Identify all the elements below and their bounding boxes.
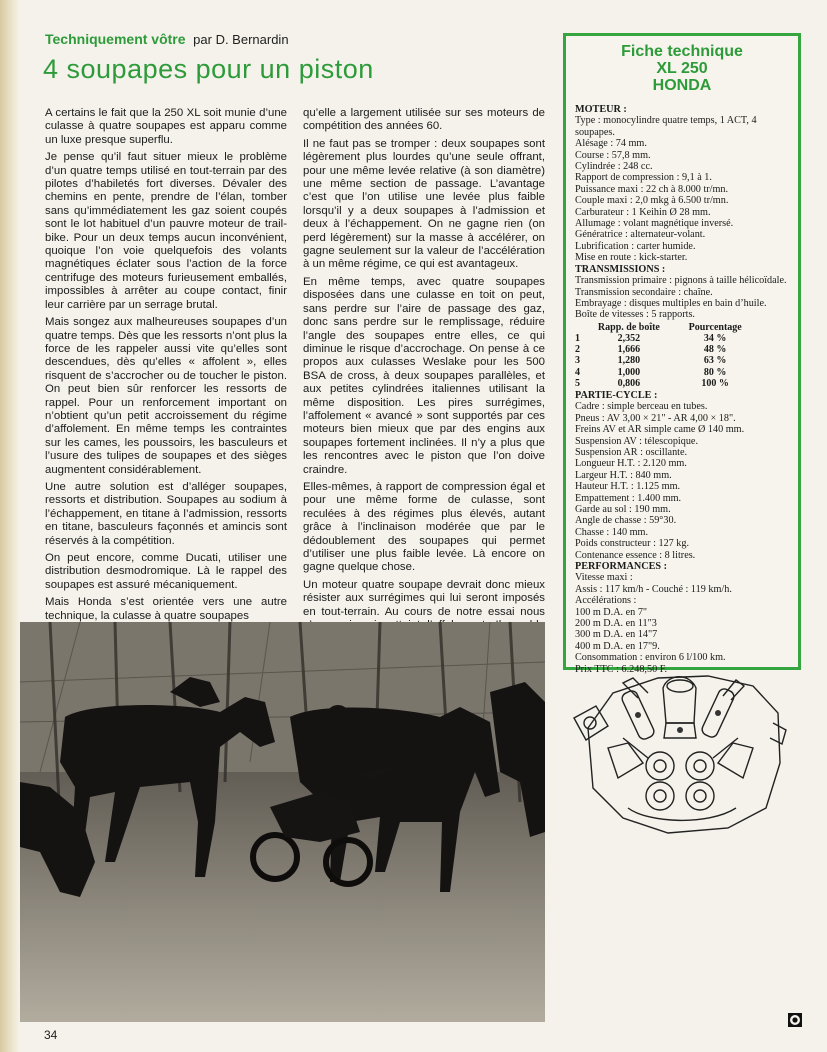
spec-line: Freins AV et AR simple came Ø 140 mm. <box>575 424 745 436</box>
article-header <box>45 31 289 47</box>
horses-and-motorcycle-photo <box>20 622 545 1022</box>
spec-line: Contenance essence : 8 litres. <box>575 549 696 561</box>
gearbox-cell: 2,352 <box>617 332 641 344</box>
spec-line: Vitesse maxi : <box>575 572 633 584</box>
end-of-article-icon <box>788 1013 802 1032</box>
gearbox-cell: 5 <box>575 377 580 389</box>
spec-line: Pneus : AV 3,00 × 21" - AR 4,00 × 18". <box>575 412 736 424</box>
gearbox-cell: 34 % <box>703 332 727 344</box>
gearbox-table <box>575 322 755 389</box>
spec-sheet-box <box>563 33 801 675</box>
page-binding-edge <box>0 0 20 1052</box>
spec-lines-bottom <box>575 390 790 675</box>
paragraph: qu’elle a largement utilisée sur ses moteurs de compétition des années 60. <box>303 107 545 133</box>
spec-line: Garde au sol : 190 mm. <box>575 504 671 515</box>
spec-line: Prix TTC : 6.248,50 F. <box>575 663 668 675</box>
paragraph: En même temps, avec quatre soupapes disposées dans une culasse en toit on peut, sans perdre sur l’aire de passage des gaz, donc sans perdre sur le remplissage, réduire l’angle des soupapes entre elles, ce qui diminue le risque d’accrochage. On pense à ce propos aux culasses Weslake pour les 500 BSA de cross, à deux soupapes parallèles, et aux petites cylindrées italiennes utilisant la même disposition. Les pires surrégimes, l’affolement « avancé » sont supportés par ces moteurs bien mieux que par des engins aux soupapes fortement inclinées. Il n’y a plus que les rencontres avec le piston que l’on doive craindre. <box>303 275 545 476</box>
spec-line: Empattement : 1.400 mm. <box>575 492 682 504</box>
spec-line: 400 m D.A. en 17"9. <box>575 640 660 652</box>
gearbox-row <box>575 378 755 389</box>
gearbox-header: Pourcentage <box>688 321 742 333</box>
paragraph: Mais songez aux malheureuses soupapes d’un quatre temps. Dès que les ressorts n’ont plus la force de les rappeler aussi vite qu’elles sont descendues, dès qu’elles « affolent », elles risquent de s’accrocher ou de toucher le piston. On peut bien sûr renforcer les ressorts de rappel. Pour un renforcement important on n’obtient qu’un petit accroissement du régime d’affolement. En même temps les contraintes sur les cames, les poussoirs, les basculeurs et l’usure des tulipes de soupapes et des sièges augmentent considérablement. <box>45 316 287 476</box>
spec-line: PARTIE-CYCLE : <box>575 389 658 401</box>
spec-line: Rapport de compression : 9,1 à 1. <box>575 172 712 184</box>
gearbox-cell: 1,000 <box>617 366 641 378</box>
gearbox-row <box>575 344 755 355</box>
gearbox-cell: 80 % <box>703 366 727 378</box>
spec-line: Cadre : simple berceau en tubes. <box>575 401 708 413</box>
spec-line: MOTEUR : <box>575 104 627 115</box>
spec-line: Génératrice : alternateur-volant. <box>575 229 706 241</box>
gearbox-cell: 100 % <box>701 377 729 389</box>
spec-title-brand: HONDA <box>652 77 712 94</box>
spec-line: Allumage : volant magnétique inversé. <box>575 218 734 230</box>
gearbox-cell: 1,280 <box>617 355 641 367</box>
spec-line: Suspension AR : oscillante. <box>575 446 688 458</box>
spec-line: Angle de chasse : 59°30. <box>575 515 677 527</box>
section-name: Techniquement vôtre <box>45 31 186 47</box>
gearbox-row <box>575 367 755 378</box>
spec-title-model: XL 250 <box>656 60 708 77</box>
gearbox-header <box>575 322 582 333</box>
spec-line: Carburateur : 1 Keihin Ø 28 mm. <box>575 206 711 218</box>
spec-line: Mise en route : kick-starter. <box>575 252 688 264</box>
spec-line: Puissance maxi : 22 ch à 8.000 tr/mn. <box>575 183 729 195</box>
spec-line: Assis : 117 km/h - Couché : 119 km/h. <box>575 583 732 595</box>
paragraph: Une autre solution est d’alléger soupapes, ressorts et distribution. Soupapes au sodium à l’échappement, en titane à l’admission, ressorts en titane, basculeurs façonnés et amincis sont réservés à la compétition. <box>45 480 287 547</box>
spec-line: PERFORMANCES : <box>575 561 667 573</box>
spec-line: Consommation : environ 6 l/100 km. <box>575 652 726 664</box>
spec-line: Chasse : 140 mm. <box>575 526 649 538</box>
spec-lines-top <box>575 104 790 321</box>
paragraph: Je pense qu’il faut situer mieux le problème d’un quatre temps utilisé en tout-terrain par des pilotes d’habiletés fort diverses. Dévaler des chemins en pente, prendre de l’élan, tomber sans qu’immédiatement les gaz soient coupés sont le lot habituel d’un pauvre moteur de trail-bike. Pour un deux temps aucun inconvénient, quoique l’on voie quelquefois des volants magnétiques éclater sous l’action de la force centrifuge des moteurs furieusement emballés, impossibles à arrêter au coupe contact, finir leur carrière par un serrage brutal. <box>45 151 287 311</box>
spec-line: 200 m D.A. en 11"3 <box>575 618 657 630</box>
spec-list <box>575 104 790 675</box>
spec-line: Transmission primaire : pignons à taille hélicoïdale. <box>575 275 787 287</box>
paragraph: A certains le fait que la 250 XL soit munie d’une culasse à quatre soupapes est apparu comme un luxe presque superflu. <box>45 107 287 146</box>
spec-line: Suspension AV : télescopique. <box>575 435 699 447</box>
paragraph: Mais Honda s’est orientée vers une autre technique, la culasse à quatre soupapes <box>45 596 287 622</box>
spec-line: Longueur H.T. : 2.120 mm. <box>575 458 687 470</box>
article-column-2 <box>303 107 545 677</box>
article-title: 4 soupapes pour un piston <box>43 54 374 84</box>
paragraph: Elles-mêmes, à rapport de compression égal et pour une même forme de culasse, sont reculées à des régimes plus élevés, autant grâce à l’inclinaison modérée que par le dédoublement des soupapes qui permet d’utiliser une plus faible levée. Là encore on gagne quelque chose. <box>303 480 545 574</box>
gearbox-cell: 1,666 <box>617 344 641 356</box>
spec-line: Lubrification : carter humide. <box>575 240 696 252</box>
spec-line: Cylindrée : 248 cc. <box>575 161 653 173</box>
spec-line: Hauteur H.T. : 1.125 mm. <box>575 481 681 493</box>
page-number: 34 <box>44 1028 58 1042</box>
spec-line: Poids constructeur : 127 kg. <box>575 538 690 550</box>
gearbox-cell: 48 % <box>703 344 727 356</box>
gearbox-row <box>575 333 755 344</box>
article-column-1 <box>45 107 287 627</box>
spec-line: Couple maxi : 2,0 mkg à 6.500 tr/mn. <box>575 195 729 207</box>
paragraph: Il ne faut pas se tromper : deux soupapes sont légèrement plus lourdes qu’une seule offrant, pour une même levée relative (à son diamètre) une même section de passage. L’avantage c’est que l’on utilise une levée plus faible lorsqu’il y a deux soupapes à l’admission et deux à l’échappement. On ne gagne rien (on perd légèrement) sur la masse à accélérer, on gagne seulement sur la valeur de l’accélération à un même régime, ce qui est avantageux. <box>303 137 545 271</box>
spec-line: 100 m D.A. en 7" <box>575 606 648 618</box>
paragraph: On peut encore, comme Ducati, utiliser une distribution desmodromique. Là le rappel des soupapes est assuré mécaniquement. <box>45 552 287 591</box>
spec-title-line: Fiche technique <box>621 43 743 60</box>
gearbox-row <box>575 355 755 366</box>
gearbox-header: Rapp. de boîte <box>597 321 660 333</box>
spec-line: Alésage : 74 mm. <box>575 138 647 150</box>
gearbox-cell: 0,806 <box>617 377 641 389</box>
gearbox-cell: 3 <box>575 355 580 367</box>
spec-line: Transmission secondaire : chaîne. <box>575 286 713 298</box>
gearbox-cell: 4 <box>575 366 580 378</box>
gearbox-header-row <box>575 322 755 333</box>
gearbox-cell: 1 <box>575 332 580 344</box>
engine-cylinder-head-drawing <box>568 668 790 843</box>
spec-line: Boîte de vitesses : 5 rapports. <box>575 309 695 321</box>
gearbox-cell: 63 % <box>703 355 727 367</box>
spec-line: Type : monocylindre quatre temps, 1 ACT, 4 soupapes. <box>575 115 757 138</box>
spec-title <box>566 36 798 94</box>
spec-line: Largeur H.T. : 840 mm. <box>575 469 672 481</box>
paragraph: Un moteur quatre soupape devrait donc mieux résister aux surrégimes qui lui seront imposés en tout-terrain. Au cours de notre essai nous <box>303 578 545 618</box>
spec-line: Course : 57,8 mm. <box>575 149 651 161</box>
spec-line: TRANSMISSIONS : <box>575 263 666 275</box>
spec-line: Embrayage : disques multiples en bain d’huile. <box>575 297 767 309</box>
author-byline: par D. Bernardin <box>193 32 289 47</box>
spec-line: Accélérations : <box>575 595 637 607</box>
spec-line: 300 m D.A. en 14"7 <box>575 629 658 641</box>
gearbox-cell: 2 <box>575 344 580 356</box>
